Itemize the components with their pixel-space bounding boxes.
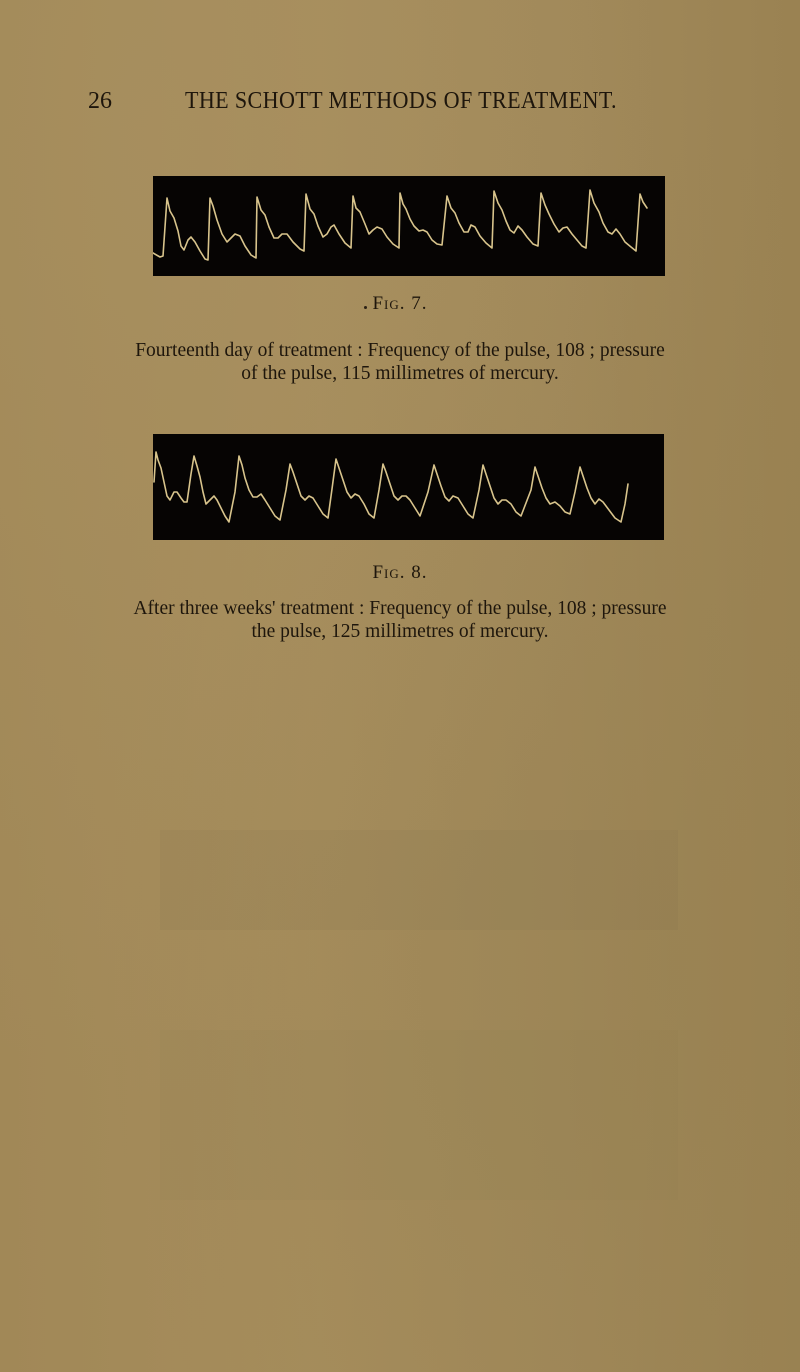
- running-title: THE SCHOTT METHODS OF TREATMENT.: [185, 88, 617, 114]
- pulse-tracing-fig8: [153, 434, 664, 540]
- pulse-waveform: [153, 176, 665, 276]
- show-through-shadow: [160, 1030, 678, 1200]
- show-through-shadow: [160, 830, 678, 930]
- figure-caption-fig8: [0, 597, 800, 643]
- caption-line: After three weeks' treatment : Frequency of the pulse, 108 ; pressure: [133, 598, 667, 619]
- figure-caption-fig7: [0, 339, 800, 385]
- figure-label-fig8: Fig. 8.: [372, 562, 428, 583]
- caption-line: of the pulse, 115 millimetres of mercury.: [241, 363, 559, 384]
- pulse-tracing-fig7: [153, 176, 665, 276]
- caption-line: Fourteenth day of treatment : Frequency of the pulse, 108 ; pressure: [135, 340, 665, 361]
- pulse-waveform: [153, 434, 664, 540]
- page-number: 26: [88, 88, 112, 114]
- caption-line: the pulse, 125 millimetres of mercury.: [251, 621, 549, 642]
- figure-label-fig7: Fig. 7.: [372, 293, 428, 314]
